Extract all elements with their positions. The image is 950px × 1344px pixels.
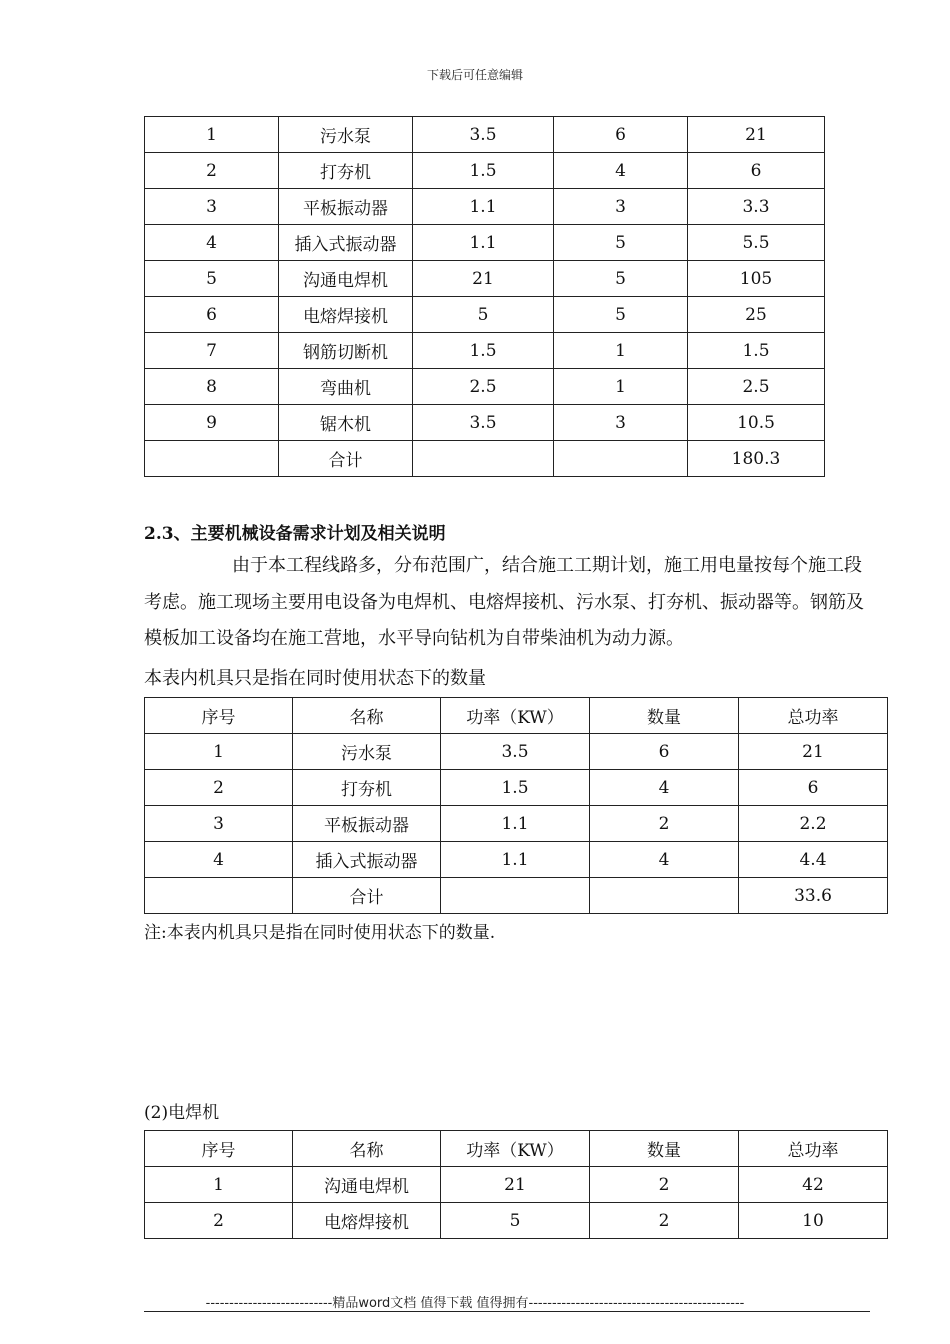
table-cell: 电熔焊接机 <box>279 297 413 333</box>
table-cell: 5 <box>145 261 279 297</box>
table-cell: 5 <box>413 297 554 333</box>
table-cell: 插入式振动器 <box>293 842 441 878</box>
equipment-table-2 <box>144 697 888 914</box>
table-cell: 合计 <box>279 441 413 477</box>
table-cell: 6 <box>554 117 688 153</box>
table-row <box>145 405 825 441</box>
table-cell: 1.5 <box>441 770 590 806</box>
equipment-table-1 <box>144 116 825 477</box>
table-row <box>145 117 825 153</box>
table-row <box>145 734 888 770</box>
table-cell: 2 <box>590 806 739 842</box>
table-row <box>145 1167 888 1203</box>
table-cell: 3.5 <box>441 734 590 770</box>
table-cell: 污水泵 <box>279 117 413 153</box>
footer-divider <box>144 1311 870 1312</box>
table-cell: 21 <box>413 261 554 297</box>
table-cell: 3 <box>554 405 688 441</box>
table-cell: 总功率 <box>739 698 888 734</box>
table-cell: 污水泵 <box>293 734 441 770</box>
table-cell: 序号 <box>145 1131 293 1167</box>
table-cell: 合计 <box>293 878 441 914</box>
table-cell: 5.5 <box>688 225 825 261</box>
table-cell: 沟通电焊机 <box>293 1167 441 1203</box>
table-row <box>145 189 825 225</box>
table-cell <box>441 878 590 914</box>
table-cell: 3.5 <box>413 405 554 441</box>
table-cell <box>145 878 293 914</box>
table-cell: 2 <box>145 1203 293 1239</box>
table-cell: 功率（KW） <box>441 698 590 734</box>
table-cell: 1.1 <box>413 225 554 261</box>
table-cell: 2 <box>145 770 293 806</box>
table-cell: 9 <box>145 405 279 441</box>
table-cell: 插入式振动器 <box>279 225 413 261</box>
page-header: 下载后可任意编辑 <box>426 68 523 82</box>
section-heading: 2.3、主要机械设备需求计划及相关说明 <box>144 524 446 544</box>
table-cell: 2 <box>590 1203 739 1239</box>
table-cell: 弯曲机 <box>279 369 413 405</box>
table-cell: 6 <box>145 297 279 333</box>
table-cell: 1.5 <box>413 153 554 189</box>
table-cell: 钢筋切断机 <box>279 333 413 369</box>
table-row <box>145 842 888 878</box>
table-cell: 4 <box>145 225 279 261</box>
table-cell: 4 <box>554 153 688 189</box>
table-row <box>145 369 825 405</box>
table-cell <box>590 878 739 914</box>
table-row <box>145 225 825 261</box>
table-cell: 5 <box>441 1203 590 1239</box>
table-cell: 数量 <box>590 698 739 734</box>
table-cell: 3.5 <box>413 117 554 153</box>
table-row <box>145 806 888 842</box>
table-cell: 1 <box>145 117 279 153</box>
table-cell <box>554 441 688 477</box>
table-cell: 10 <box>739 1203 888 1239</box>
table-cell: 平板振动器 <box>293 806 441 842</box>
table-cell: 1 <box>554 369 688 405</box>
table-cell: 总功率 <box>739 1131 888 1167</box>
table-cell: 4 <box>145 842 293 878</box>
table-footnote: 注:本表内机具只是指在同时使用状态下的数量. <box>144 923 496 943</box>
table-cell: 3 <box>145 189 279 225</box>
table-cell: 180.3 <box>688 441 825 477</box>
table-cell: 2.5 <box>413 369 554 405</box>
table-row <box>145 153 825 189</box>
table-cell: 数量 <box>590 1131 739 1167</box>
table-cell: 4 <box>590 770 739 806</box>
table-cell: 21 <box>688 117 825 153</box>
table-row <box>145 333 825 369</box>
table-cell: 1 <box>145 1167 293 1203</box>
table-cell: 33.6 <box>739 878 888 914</box>
table-cell: 2 <box>145 153 279 189</box>
table-cell: 打夯机 <box>279 153 413 189</box>
table-cell: 5 <box>554 297 688 333</box>
welder-table <box>144 1130 888 1239</box>
table-cell: 25 <box>688 297 825 333</box>
table-cell: 4 <box>590 842 739 878</box>
table-cell: 序号 <box>145 698 293 734</box>
table-row <box>145 297 825 333</box>
table-cell: 7 <box>145 333 279 369</box>
section-paragraph: 由于本工程线路多，分布范围广，结合施工工期计划，施工用电量按每个施工段考虑。施工现场主要用电设备为电焊机、电熔焊接机、污水泵、打夯机、振动器等。钢筋及模板加工设备均在施工营地，水平导向钻机为自带柴油机为动力源。 <box>144 555 864 649</box>
table-row <box>145 261 825 297</box>
table-cell: 105 <box>688 261 825 297</box>
table-cell: 42 <box>739 1167 888 1203</box>
table-cell: 名称 <box>293 698 441 734</box>
table-cell: 3 <box>145 806 293 842</box>
page-footer: ---------------------------精品word文档 值得下载 值得拥有---------------------------------------------- <box>205 1296 745 1311</box>
table-cell: 3 <box>554 189 688 225</box>
table-row <box>145 878 888 914</box>
table-row <box>145 1131 888 1167</box>
table-cell: 6 <box>739 770 888 806</box>
table-cell <box>413 441 554 477</box>
table-caption-note: 本表内机具只是指在同时使用状态下的数量 <box>144 668 486 689</box>
table-cell: 5 <box>554 261 688 297</box>
table-cell: 电熔焊接机 <box>293 1203 441 1239</box>
table-cell: 1.1 <box>441 842 590 878</box>
welder-section-label: (2)电焊机 <box>144 1103 220 1123</box>
table-cell: 2.5 <box>688 369 825 405</box>
table-cell: 1 <box>145 734 293 770</box>
table-row <box>145 698 888 734</box>
table-cell: 10.5 <box>688 405 825 441</box>
table-row <box>145 1203 888 1239</box>
table-cell: 平板振动器 <box>279 189 413 225</box>
table-cell: 4.4 <box>739 842 888 878</box>
table-cell: 锯木机 <box>279 405 413 441</box>
table-cell: 6 <box>590 734 739 770</box>
table-cell: 5 <box>554 225 688 261</box>
table-row <box>145 441 825 477</box>
table-cell: 打夯机 <box>293 770 441 806</box>
table-cell: 沟通电焊机 <box>279 261 413 297</box>
table-cell: 6 <box>688 153 825 189</box>
table-cell <box>145 441 279 477</box>
table-cell: 2.2 <box>739 806 888 842</box>
table-cell: 1.5 <box>413 333 554 369</box>
table-cell: 1.1 <box>413 189 554 225</box>
table-cell: 8 <box>145 369 279 405</box>
table-cell: 3.3 <box>688 189 825 225</box>
table-row <box>145 770 888 806</box>
table-cell: 2 <box>590 1167 739 1203</box>
table-cell: 1.1 <box>441 806 590 842</box>
table-cell: 21 <box>739 734 888 770</box>
table-cell: 功率（KW） <box>441 1131 590 1167</box>
table-cell: 名称 <box>293 1131 441 1167</box>
table-cell: 1 <box>554 333 688 369</box>
table-cell: 1.5 <box>688 333 825 369</box>
table-cell: 21 <box>441 1167 590 1203</box>
